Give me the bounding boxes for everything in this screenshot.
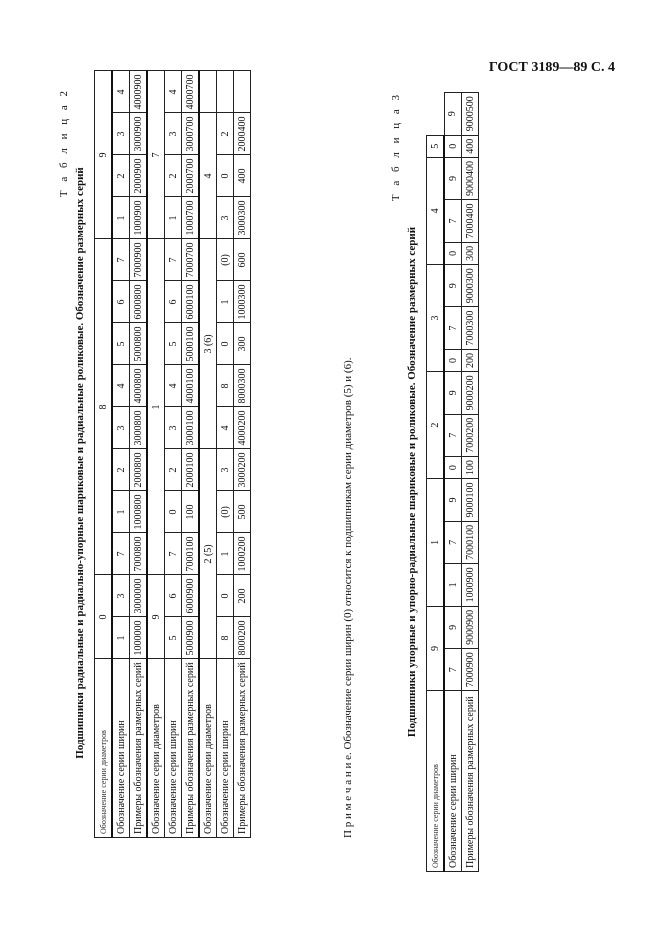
table3-diam-cell: 4 [427, 157, 445, 264]
table2-width-cell: 4 [217, 407, 234, 449]
table2-head-label: Обозначение серии диаметров [95, 659, 113, 838]
table3-widths-row [444, 93, 462, 872]
table2-width-cell: 3 [165, 113, 182, 155]
table3-width-cell: 9 [444, 157, 462, 199]
table2-example-cell: 300 [234, 323, 251, 365]
table3-width-cell: 7 [444, 521, 462, 563]
table3-width-cell: 9 [444, 606, 462, 648]
table2-width-cell: 6 [165, 281, 182, 323]
table2-width-cell: 7 [165, 533, 182, 575]
table2-width-cell: 0 [217, 323, 234, 365]
table2-diam-cell: 7 [147, 71, 165, 239]
table2-width-cell: 4 [112, 71, 130, 113]
table2-example-cell: 5000900 [182, 617, 200, 659]
table2-widths-row-3 [217, 71, 234, 838]
table3-example-cell: 200 [462, 349, 479, 371]
table3-example-cell: 1000900 [462, 564, 479, 606]
table3-examples-row [462, 93, 479, 872]
table2-width-cell: 7 [165, 239, 182, 281]
table3-width-cell: 9 [444, 479, 462, 521]
table2-example-cell: 2000800 [130, 449, 148, 491]
table3-width-cell: 0 [444, 457, 462, 479]
table2-example-cell: 3000100 [182, 407, 200, 449]
table3-example-cell: 7000900 [462, 649, 479, 691]
table2-example-cell: 7000100 [182, 533, 200, 575]
table3-width-cell: 7 [444, 414, 462, 456]
table2-width-cell: 5 [112, 323, 130, 365]
table2-example-cell: 5000800 [130, 323, 148, 365]
table2-width-cell: 6 [112, 281, 130, 323]
table2-example-cell: 3000900 [130, 113, 148, 155]
table2-example-cell: 1000300 [234, 281, 251, 323]
table2-example-cell: 7000900 [130, 239, 148, 281]
table2-width-cell: 2 [112, 155, 130, 197]
table3-title: Подшипники упорные и упорно-радиальные шариковые и роликовые. Обозначение размерных серий [406, 226, 418, 738]
table2-rotated [58, 74, 251, 838]
table2-width-cell: 3 [112, 407, 130, 449]
row-label: Примеры обозначения размерных серий [130, 659, 148, 838]
table2-diam-0: 0 [95, 575, 113, 659]
table3-example-cell: 9000100 [462, 479, 479, 521]
table2-width-cell: 0 [217, 155, 234, 197]
table2-title: Подшипники радиальные и радиально-упорные шариковые и радиальные роликовые. Обозначение размерных серий [74, 167, 86, 759]
table3-width-cell: 1 [444, 564, 462, 606]
table2 [94, 70, 251, 838]
table2-example-cell: 8000300 [234, 365, 251, 407]
page-header: ГОСТ 3189—89 С. 4 [488, 60, 615, 75]
table2-width-cell: 2 [112, 449, 130, 491]
table2-diam-cell: 3 (6) [199, 239, 217, 449]
table2-example-cell: 2000900 [130, 155, 148, 197]
table3-width-cell: 9 [444, 372, 462, 414]
table3-example-cell: 9000300 [462, 264, 479, 306]
table2-example-cell: 8000200 [234, 617, 251, 659]
table2-example-cell: 100 [182, 491, 200, 533]
table2-diam-cell: 9 [147, 575, 165, 659]
table3-example-cell: 9000200 [462, 372, 479, 414]
table3-width-cell: 7 [444, 307, 462, 349]
table2-example-cell: 5000100 [182, 323, 200, 365]
table2-width-cell: (0) [217, 239, 234, 281]
table2-example-cell: 600 [234, 239, 251, 281]
table2-width-cell: 1 [112, 197, 130, 239]
row-label: Примеры обозначения размерных серий [234, 659, 251, 838]
row-label: Примеры обозначения размерных серий [462, 691, 479, 872]
table2-example-cell: 200 [234, 575, 251, 617]
table3-diam-cell: 2 [427, 372, 445, 479]
table3-diam-cell: 3 [427, 264, 445, 371]
table3-width-cell: 0 [444, 349, 462, 371]
table2-width-cell: 7 [112, 239, 130, 281]
table2-diam-cell: 4 [199, 113, 217, 239]
row-label: Обозначение серии диаметров [199, 659, 217, 838]
table2-example-cell: 6000900 [182, 575, 200, 617]
table3-example-cell: 7000400 [462, 200, 479, 242]
row-label: Примеры обозначения размерных серий [182, 659, 200, 838]
row-label: Обозначение серии диаметров [147, 659, 165, 838]
table2-example-cell: 1000200 [234, 533, 251, 575]
table2-width-cell: 3 [112, 113, 130, 155]
table2-example-cell: 1000800 [130, 491, 148, 533]
table3-example-cell: 9000500 [462, 93, 479, 136]
table2-width-cell: 0 [165, 491, 182, 533]
table2-example-cell: 400 [234, 155, 251, 197]
table2-width-cell: 7 [112, 533, 130, 575]
table2-width-cell: 5 [165, 617, 182, 659]
table3 [426, 92, 479, 872]
table2-diam-8: 8 [95, 239, 113, 575]
table2-examples-row-3 [234, 71, 251, 838]
table3-example-cell: 400 [462, 135, 479, 157]
table2-width-cell: 3 [217, 197, 234, 239]
table3-diam-cell: 9 [427, 606, 445, 691]
table2-example-cell: 500 [234, 491, 251, 533]
table2-width-cell: 1 [112, 617, 130, 659]
table2-example-cell: 1000900 [130, 197, 148, 239]
table2-example-cell: 2000400 [234, 113, 251, 155]
table2-width-cell: 3 [217, 449, 234, 491]
table2-width-cell: 1 [165, 197, 182, 239]
table3-width-cell: 9 [444, 93, 462, 136]
table3-example-cell: 300 [462, 242, 479, 264]
table2-note: П р и м е ч а н и е. Обозначение серии ширин (0) относится к подшипникам серии диаметров (5) и (6). [342, 357, 354, 838]
row-label: Обозначение серии ширин [444, 691, 462, 872]
table2-diam-cell: 2 (5) [199, 449, 217, 659]
table2-examples-row-1 [130, 71, 148, 838]
table2-example-cell: 3000800 [130, 407, 148, 449]
table2-width-cell: 4 [165, 71, 182, 113]
table2-widths-row-2 [165, 71, 182, 838]
table2-example-cell: 2000100 [182, 449, 200, 491]
table2-example-cell: 7000700 [182, 239, 200, 281]
table2-width-cell: 4 [112, 365, 130, 407]
table2-example-cell: 3000200 [234, 449, 251, 491]
table2-example-cell: 3000700 [182, 113, 200, 155]
table2-width-cell: 8 [217, 365, 234, 407]
row-label: Обозначение серии ширин [112, 659, 130, 838]
table2-example-cell: 4000700 [182, 71, 200, 113]
table2-width-cell: 2 [165, 449, 182, 491]
table2-widths-row-1 [112, 71, 130, 838]
table2-width-cell: 5 [165, 323, 182, 365]
table2-example-cell: 1000700 [182, 197, 200, 239]
table2-width-cell: 3 [112, 575, 130, 617]
table2-example-cell: 7000800 [130, 533, 148, 575]
table3-diam-cell: 1 [427, 479, 445, 606]
table3-width-cell: 7 [444, 649, 462, 691]
table2-example-cell: 2000700 [182, 155, 200, 197]
table3-rotated [390, 92, 479, 872]
table2-width-cell: 1 [112, 491, 130, 533]
row-label: Обозначение серии ширин [217, 659, 234, 838]
table3-example-cell: 7000200 [462, 414, 479, 456]
table2-width-cell: 8 [217, 617, 234, 659]
table2-example-cell: 4000800 [130, 365, 148, 407]
table2-example-cell: 4000200 [234, 407, 251, 449]
table3-example-cell: 100 [462, 457, 479, 479]
table2-example-cell: 4000900 [130, 71, 148, 113]
table2-example-cell: 6000100 [182, 281, 200, 323]
table2-example-cell: 3000000 [130, 575, 148, 617]
table3-example-cell: 9000400 [462, 157, 479, 199]
table2-diam-9: 9 [95, 71, 113, 239]
table2-example-cell: 6000800 [130, 281, 148, 323]
table2-width-cell: 1 [217, 533, 234, 575]
table2-width-cell: 1 [217, 281, 234, 323]
table3-example-cell: 9000900 [462, 606, 479, 648]
table3-diam-cell: 5 [427, 135, 445, 157]
table3-head-label: Обозначение серии диаметров [427, 691, 445, 872]
table2-example-cell: 4000100 [182, 365, 200, 407]
table2-width-cell: 2 [165, 155, 182, 197]
table3-example-cell: 7000100 [462, 521, 479, 563]
table2-width-cell: 6 [165, 575, 182, 617]
table3-width-cell: 0 [444, 135, 462, 157]
table2-example-cell: 3000300 [234, 197, 251, 239]
table2-diam-cell: 1 [147, 239, 165, 575]
table2-empty-cell [199, 71, 217, 113]
table2-empty-cell [234, 71, 251, 113]
table2-width-cell: 4 [165, 365, 182, 407]
table2-width-cell: 2 [217, 113, 234, 155]
table2-label: Т а б л и ц а 2 [58, 88, 70, 198]
table2-width-cell: 0 [217, 575, 234, 617]
table2-examples-row-2 [182, 71, 200, 838]
table3-label: Т а б л и ц а 3 [390, 92, 402, 202]
table3-example-cell: 7000300 [462, 307, 479, 349]
row-label: Обозначение серии ширин [165, 659, 182, 838]
table3-width-cell: 9 [444, 264, 462, 306]
table2-width-cell: 3 [165, 407, 182, 449]
table2-example-cell: 1000000 [130, 617, 148, 659]
table2-empty-cell [217, 71, 234, 113]
table3-width-cell: 0 [444, 242, 462, 264]
table2-width-cell: (0) [217, 491, 234, 533]
table3-width-cell: 7 [444, 200, 462, 242]
